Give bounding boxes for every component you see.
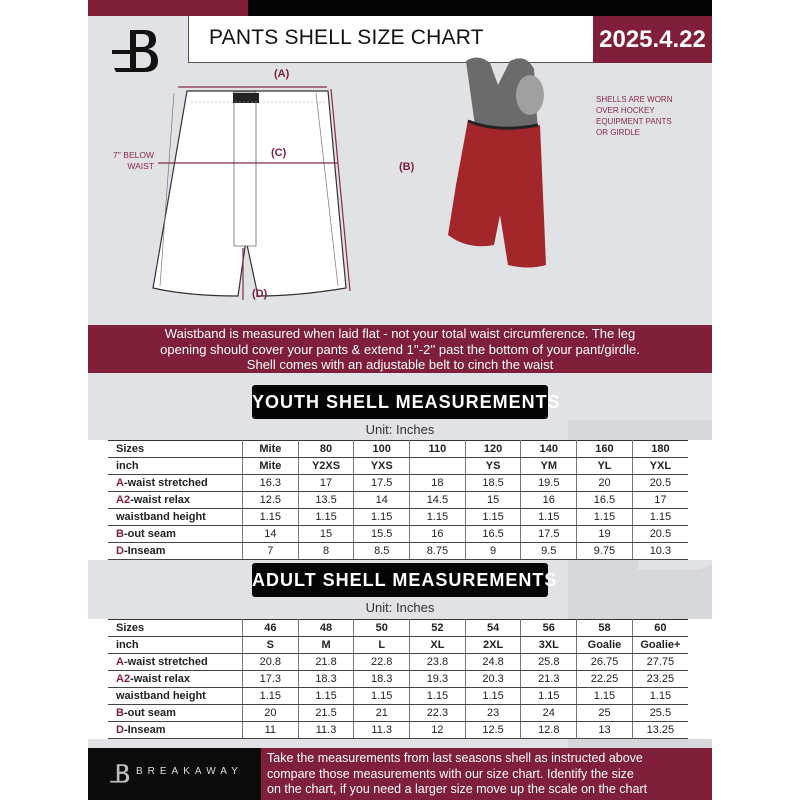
table-cell: 11 [243,722,299,739]
table-row [108,654,688,671]
table-cell: 3XL [521,637,577,654]
size-chart-page [88,0,712,800]
table-cell: 14 [354,492,410,509]
table-cell: 15.5 [354,526,410,543]
waistband-info-banner: Waistband is measured when laid flat - not your total waist circumference. The leg opening should cover your pants & extend 1''-2'' past the bottom of your pant/girdle. Shell comes with an adjustable belt to cinch the waist [88,325,712,373]
measure-code: A [116,655,124,668]
c-measure-note: 7'' BELOW WAIST [112,150,154,171]
table-cell: 1.15 [298,509,354,526]
table-cell: 50 [354,620,410,637]
table-cell: 21.5 [298,705,354,722]
table-cell: YM [521,458,577,475]
footer-brand-name: BREAKAWAY [136,766,243,777]
table-cell: 12 [410,722,466,739]
row-label [108,509,243,526]
row-label [108,654,243,671]
label-b: (B) [399,161,415,173]
table-cell: 54 [465,620,521,637]
table-cell: 11.3 [298,722,354,739]
table-cell: 9.75 [577,543,633,560]
measure-name: -out seam [123,527,176,540]
table-cell: 13 [577,722,633,739]
measure-code: D [116,723,124,736]
row-label [108,458,243,475]
shell-photo [438,55,598,295]
date-badge: 2025.4.22 [593,16,712,63]
table-cell: 20 [243,705,299,722]
measure-name: waistband height [116,689,206,702]
table-cell: 23 [465,705,521,722]
table-row [108,441,688,458]
measure-name: -Inseam [123,723,166,736]
footer-instructions: Take the measurements from last seasons shell as instructed above compare those measurements with our size chart. Identify the size on the chart, if you need a larger size move up the scale on the chart [261,748,712,800]
table-cell: 1.15 [577,688,633,705]
table-cell: 9.5 [521,543,577,560]
measure-code: A [116,476,124,489]
table-cell: 19.5 [521,475,577,492]
table-cell: 60 [632,620,688,637]
measure-name: -waist stretched [123,476,208,489]
table-cell: 20.5 [632,526,688,543]
table-cell: 52 [410,620,466,637]
measure-code: B [116,527,124,540]
youth-size-table [108,440,688,560]
table-cell: 8.75 [410,543,466,560]
table-cell: 25.8 [521,654,577,671]
table-cell: 18.3 [354,671,410,688]
table-cell: 17.3 [243,671,299,688]
adult-size-table [108,619,688,739]
table-cell: 16 [521,492,577,509]
pants-diagram [88,60,448,320]
table-cell: 25 [577,705,633,722]
row-label [108,526,243,543]
page-title: PANTS SHELL SIZE CHART [209,26,484,49]
table-cell: Goalie [577,637,633,654]
table-cell: 1.15 [577,509,633,526]
table-row [108,688,688,705]
table-cell: 17 [298,475,354,492]
measure-name: -waist stretched [123,655,208,668]
table-cell: 11.3 [354,722,410,739]
table-cell: 80 [298,441,354,458]
row-label [108,671,243,688]
table-cell: 46 [243,620,299,637]
table-cell: 21.8 [298,654,354,671]
youth-table-container [88,440,712,560]
table-row [108,637,688,654]
table-cell: 1.15 [521,688,577,705]
table-cell: 48 [298,620,354,637]
table-cell: 16.3 [243,475,299,492]
table-cell: 17.5 [354,475,410,492]
table-cell: 23.8 [410,654,466,671]
table-cell: 8 [298,543,354,560]
measure-name: -waist relax [130,672,190,685]
table-cell: 1.15 [243,509,299,526]
table-cell: 180 [632,441,688,458]
table-cell: L [354,637,410,654]
table-cell: 58 [577,620,633,637]
footer-logo-icon [108,760,130,786]
table-cell: 16.5 [465,526,521,543]
table-cell: 18 [410,475,466,492]
table-row [108,671,688,688]
table-cell [410,458,466,475]
measure-name: -Inseam [123,544,166,557]
row-label [108,688,243,705]
table-cell: 26.75 [577,654,633,671]
table-cell: 15 [465,492,521,509]
table-cell: 16 [410,526,466,543]
table-cell: YXL [632,458,688,475]
table-cell: 1.15 [465,509,521,526]
table-cell: 1.15 [410,688,466,705]
table-cell: M [298,637,354,654]
table-cell: 2XL [465,637,521,654]
youth-unit-label: Unit: Inches [365,422,435,437]
table-cell: 20.5 [632,475,688,492]
table-row [108,509,688,526]
table-cell: 22.25 [577,671,633,688]
table-cell: XL [410,637,466,654]
table-row [108,620,688,637]
table-cell: 20.3 [465,671,521,688]
table-cell: 22.3 [410,705,466,722]
table-cell: 9 [465,543,521,560]
table-cell: 15 [298,526,354,543]
measure-code: D [116,544,124,557]
row-label [108,637,243,654]
worn-over-note: SHELLS ARE WORN OVER HOCKEY EQUIPMENT PANTS OR GIRDLE [596,95,673,137]
measure-code: A2 [116,672,131,685]
measure-name: Sizes [116,442,145,455]
table-cell: 8.5 [354,543,410,560]
table-cell: 100 [354,441,410,458]
table-cell: Mite [243,441,299,458]
table-cell: 1.15 [354,688,410,705]
table-cell: 1.15 [632,509,688,526]
table-cell: 56 [521,620,577,637]
table-row [108,492,688,509]
table-cell: 140 [521,441,577,458]
measure-name: inch [116,638,139,651]
table-cell: 1.15 [632,688,688,705]
table-cell: 1.15 [410,509,466,526]
measure-name: Sizes [116,621,145,634]
table-cell: 7 [243,543,299,560]
table-cell: 13.25 [632,722,688,739]
table-cell: 19 [577,526,633,543]
table-cell: 22.8 [354,654,410,671]
table-cell: 25.5 [632,705,688,722]
row-label [108,620,243,637]
measure-code: A2 [116,493,131,506]
table-cell: Y2XS [298,458,354,475]
table-cell: YS [465,458,521,475]
adult-unit-label: Unit: Inches [365,600,435,615]
table-row [108,526,688,543]
table-cell: 14.5 [410,492,466,509]
row-label [108,475,243,492]
table-cell: 27.75 [632,654,688,671]
adult-table-container [88,619,712,739]
label-a: (A) [274,68,290,80]
table-cell: 19.3 [410,671,466,688]
table-cell: 20.8 [243,654,299,671]
table-cell: 17 [632,492,688,509]
table-cell: 16.5 [577,492,633,509]
table-cell: Mite [243,458,299,475]
table-cell: 110 [410,441,466,458]
table-cell: 21 [354,705,410,722]
table-row [108,705,688,722]
table-cell: YL [577,458,633,475]
table-cell: 14 [243,526,299,543]
measure-name: waistband height [116,510,206,523]
table-row [108,543,688,560]
row-label [108,492,243,509]
table-cell: 17.5 [521,526,577,543]
measure-name: inch [116,459,139,472]
label-c: (C) [271,147,287,159]
measure-code: B [116,706,124,719]
table-row [108,458,688,475]
table-cell: 10.3 [632,543,688,560]
table-cell: S [243,637,299,654]
row-label [108,543,243,560]
table-cell: 18.5 [465,475,521,492]
table-cell: Goalie+ [632,637,688,654]
measure-name: -out seam [123,706,176,719]
table-row [108,722,688,739]
youth-section-title: YOUTH SHELL MEASUREMENTS [252,385,548,419]
table-cell: 24 [521,705,577,722]
table-row [108,475,688,492]
table-cell: 1.15 [298,688,354,705]
table-cell: YXS [354,458,410,475]
table-cell: 23.25 [632,671,688,688]
top-dark-bar [248,0,712,16]
table-cell: 160 [577,441,633,458]
table-cell: 1.15 [354,509,410,526]
adult-section-title: ADULT SHELL MEASUREMENTS [252,563,548,597]
row-label [108,705,243,722]
table-cell: 1.15 [465,688,521,705]
table-cell: 24.8 [465,654,521,671]
table-cell: 1.15 [521,509,577,526]
table-cell: 12.5 [243,492,299,509]
table-cell: 120 [465,441,521,458]
table-cell: 18.3 [298,671,354,688]
table-cell: 20 [577,475,633,492]
label-d: (D) [252,288,268,300]
table-cell: 21.3 [521,671,577,688]
table-cell: 12.8 [521,722,577,739]
table-cell: 1.15 [243,688,299,705]
row-label [108,441,243,458]
top-accent-bar [88,0,248,16]
table-cell: 12.5 [465,722,521,739]
measure-name: -waist relax [130,493,190,506]
row-label [108,722,243,739]
table-cell: 13.5 [298,492,354,509]
